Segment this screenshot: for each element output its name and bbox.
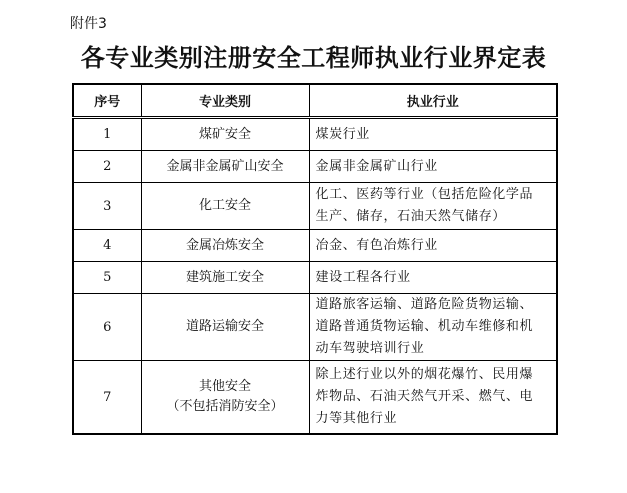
- category-line: （不包括消防安全）: [166, 399, 284, 414]
- row-industry-scope: [309, 183, 557, 230]
- scope-line: 建设工程各行业: [315, 269, 411, 285]
- category-line: 金属冶炼安全: [185, 237, 264, 253]
- scope-line: 化工、医药等行业（包括危险化学品: [315, 187, 534, 202]
- table-row: [73, 151, 557, 183]
- scope-line: 动车驾驶培训行业: [315, 341, 425, 356]
- table-row: [73, 294, 557, 361]
- row-industry-scope: [309, 230, 557, 262]
- row-category: [141, 294, 309, 361]
- row-number: 5: [73, 262, 141, 294]
- scope-line: 力等其他行业: [315, 411, 398, 426]
- row-industry-scope: [309, 262, 557, 294]
- table-row: [73, 262, 557, 294]
- category-line: 化工安全: [198, 198, 251, 213]
- row-category: [141, 118, 309, 151]
- row-number: 7: [73, 361, 141, 435]
- scope-line: 除上述行业以外的烟花爆竹、民用爆: [315, 367, 534, 382]
- category-line: 建筑施工安全: [185, 269, 264, 285]
- row-number: 2: [73, 151, 141, 183]
- scope-line: 生产、储存，石油天然气储存）: [315, 209, 506, 224]
- row-number: 3: [73, 183, 141, 230]
- scope-line: 金属非金属矿山行业: [315, 158, 438, 174]
- scope-line: 冶金、有色冶炼行业: [315, 237, 438, 253]
- row-category: [141, 151, 309, 183]
- category-line: 其他安全: [198, 379, 251, 394]
- table-row: [73, 230, 557, 262]
- scope-line: 道路普通货物运输、机动车维修和机: [315, 319, 534, 334]
- category-line: 金属非金属矿山安全: [166, 158, 284, 174]
- table-row: [73, 183, 557, 230]
- table-row: [73, 118, 557, 151]
- table-header-row: [73, 84, 557, 118]
- document-title: 各专业类别注册安全工程师执业行业界定表: [80, 43, 547, 72]
- header-professional-category: 专业类别: [141, 84, 309, 118]
- category-line: 煤矿安全: [198, 126, 251, 142]
- scope-line: 道路旅客运输、道路危险货物运输、: [315, 297, 534, 312]
- row-number: 4: [73, 230, 141, 262]
- header-practice-industry: 执业行业: [309, 84, 557, 118]
- row-industry-scope: [309, 361, 557, 435]
- table-row: [73, 361, 557, 435]
- header-serial-number: 序号: [73, 84, 141, 118]
- row-category: [141, 361, 309, 435]
- row-industry-scope: [309, 151, 557, 183]
- scope-line: 炸物品、石油天然气开采、燃气、电: [315, 389, 534, 404]
- row-category: [141, 183, 309, 230]
- row-number: 1: [73, 118, 141, 151]
- industry-scope-table: [72, 83, 558, 435]
- row-number: 6: [73, 294, 141, 361]
- scope-line: 煤炭行业: [315, 126, 370, 142]
- row-industry-scope: [309, 118, 557, 151]
- attachment-label: 附件3: [70, 16, 107, 32]
- row-category: [141, 230, 309, 262]
- category-line: 道路运输安全: [185, 319, 264, 334]
- row-industry-scope: [309, 294, 557, 361]
- row-category: [141, 262, 309, 294]
